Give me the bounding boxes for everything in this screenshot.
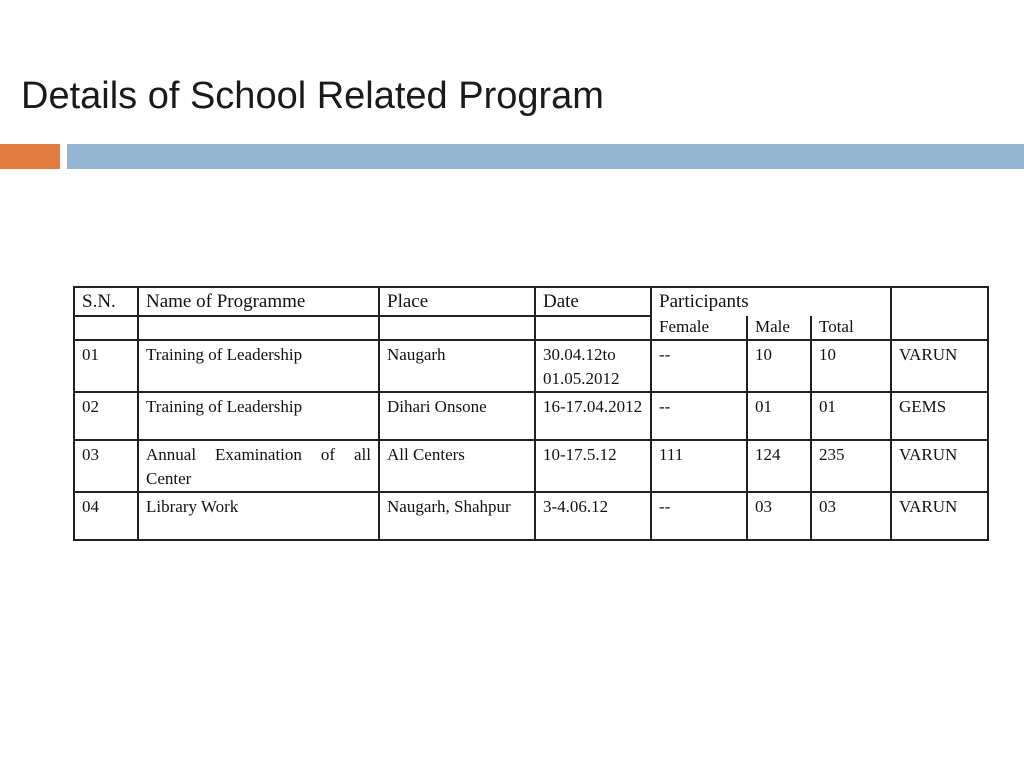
cell-female: 111	[651, 440, 747, 492]
cell-total: 10	[811, 340, 891, 392]
cell-name: Annual Examination of all Center	[138, 440, 379, 492]
cell-sn: 02	[74, 392, 138, 440]
subheader-blank-place	[379, 316, 535, 340]
header-sn: S.N.	[74, 287, 138, 316]
cell-total: 235	[811, 440, 891, 492]
header-participants: Participants	[651, 287, 891, 316]
cell-place: All Centers	[379, 440, 535, 492]
cell-sn: 03	[74, 440, 138, 492]
header-organizer	[891, 287, 988, 340]
table-row	[74, 392, 988, 440]
table-row	[74, 492, 988, 540]
cell-sn: 04	[74, 492, 138, 540]
table-subheader-row	[74, 316, 988, 340]
cell-female: --	[651, 340, 747, 392]
cell-male: 03	[747, 492, 811, 540]
header-name: Name of Programme	[138, 287, 379, 316]
cell-place: Naugarh	[379, 340, 535, 392]
cell-female: --	[651, 392, 747, 440]
cell-place: Naugarh, Shahpur	[379, 492, 535, 540]
cell-date: 10-17.5.12	[535, 440, 651, 492]
slide-title: Details of School Related Program	[21, 75, 604, 117]
accent-bar-orange	[0, 144, 60, 169]
cell-female: --	[651, 492, 747, 540]
subheader-blank-sn	[74, 316, 138, 340]
table-header-row	[74, 287, 988, 316]
cell-sn: 01	[74, 340, 138, 392]
cell-place: Dihari Onsone	[379, 392, 535, 440]
cell-date: 3-4.06.12	[535, 492, 651, 540]
cell-organizer: VARUN	[891, 492, 988, 540]
cell-male: 124	[747, 440, 811, 492]
cell-name: Training of Leadership	[138, 340, 379, 392]
table-row	[74, 440, 988, 492]
header-total: Total	[811, 316, 891, 340]
cell-male: 10	[747, 340, 811, 392]
cell-organizer: VARUN	[891, 340, 988, 392]
cell-organizer: GEMS	[891, 392, 988, 440]
cell-date: 30.04.12to 01.05.2012	[535, 340, 651, 392]
cell-total: 03	[811, 492, 891, 540]
cell-date: 16-17.04.2012	[535, 392, 651, 440]
cell-organizer: VARUN	[891, 440, 988, 492]
cell-name: Library Work	[138, 492, 379, 540]
program-table	[73, 286, 989, 541]
cell-male: 01	[747, 392, 811, 440]
header-place: Place	[379, 287, 535, 316]
subheader-blank-date	[535, 316, 651, 340]
header-date: Date	[535, 287, 651, 316]
cell-name: Training of Leadership	[138, 392, 379, 440]
header-female: Female	[651, 316, 747, 340]
table-row	[74, 340, 988, 392]
subheader-blank-name	[138, 316, 379, 340]
header-male: Male	[747, 316, 811, 340]
accent-bar-blue	[67, 144, 1024, 169]
cell-total: 01	[811, 392, 891, 440]
